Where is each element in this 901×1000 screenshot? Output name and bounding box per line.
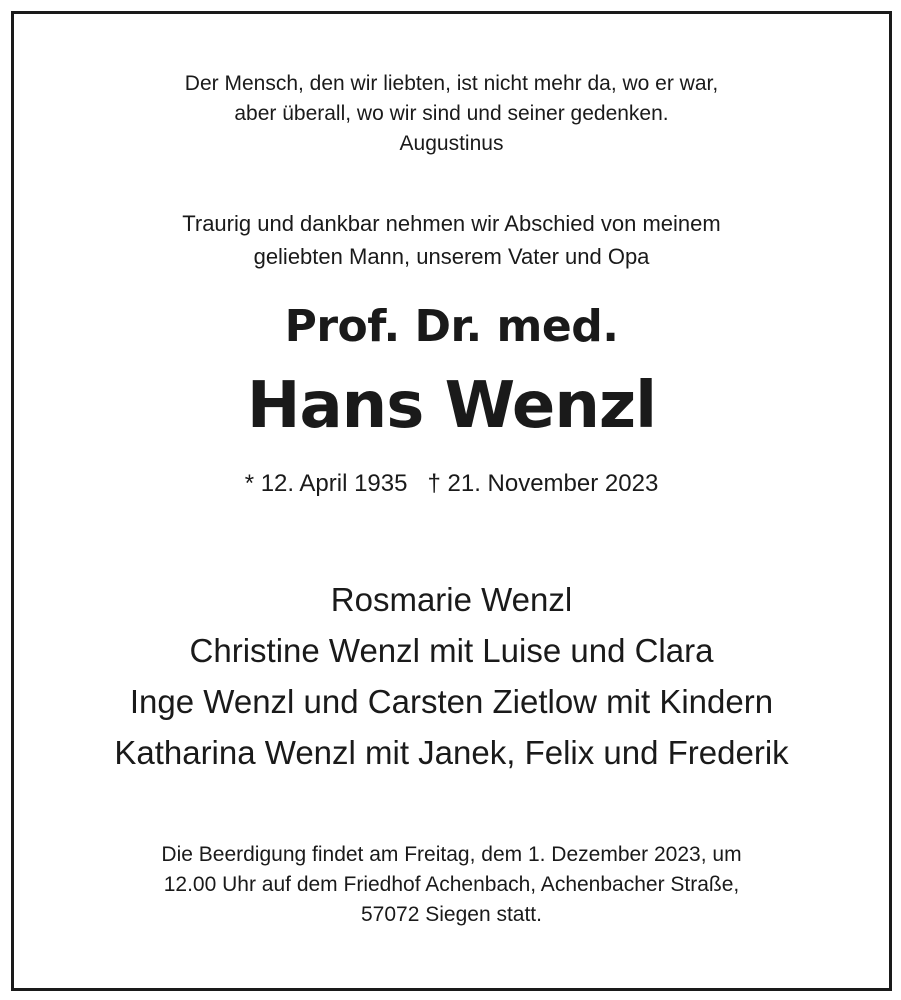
mourning-family bbox=[14, 574, 889, 778]
funeral-details bbox=[14, 840, 889, 930]
intro-line: Traurig und dankbar nehmen wir Abschied von meinem bbox=[182, 211, 721, 236]
family-member: Katharina Wenzl mit Janek, Felix und Frederik bbox=[114, 734, 789, 771]
quote-line: aber überall, wo wir sind und seiner gedenken. bbox=[234, 102, 669, 125]
family-member: Christine Wenzl mit Luise und Clara bbox=[189, 632, 714, 669]
family-member: Rosmarie Wenzl bbox=[330, 581, 573, 618]
funeral-line: 12.00 Uhr auf dem Friedhof Achenbach, Achenbacher Straße, bbox=[163, 873, 740, 896]
farewell-intro bbox=[14, 207, 889, 273]
death-date: † 21. November 2023 bbox=[427, 470, 659, 497]
family-member: Inge Wenzl und Carsten Zietlow mit Kindern bbox=[129, 683, 774, 720]
birth-date: * 12. April 1935 bbox=[244, 470, 408, 497]
quote-author: Augustinus bbox=[399, 132, 504, 155]
memorial-quote bbox=[14, 69, 889, 159]
funeral-line: Die Beerdigung findet am Freitag, dem 1. Dezember 2023, um bbox=[161, 843, 742, 866]
obituary-notice bbox=[11, 11, 892, 991]
life-dates bbox=[14, 467, 889, 501]
deceased-name: Hans Wenzl bbox=[246, 369, 657, 443]
intro-line: geliebten Mann, unserem Vater und Opa bbox=[253, 244, 650, 269]
quote-line: Der Mensch, den wir liebten, ist nicht mehr da, wo er war, bbox=[184, 72, 719, 95]
deceased-title: Prof. Dr. med. bbox=[284, 301, 619, 352]
funeral-line: 57072 Siegen statt. bbox=[361, 903, 542, 926]
